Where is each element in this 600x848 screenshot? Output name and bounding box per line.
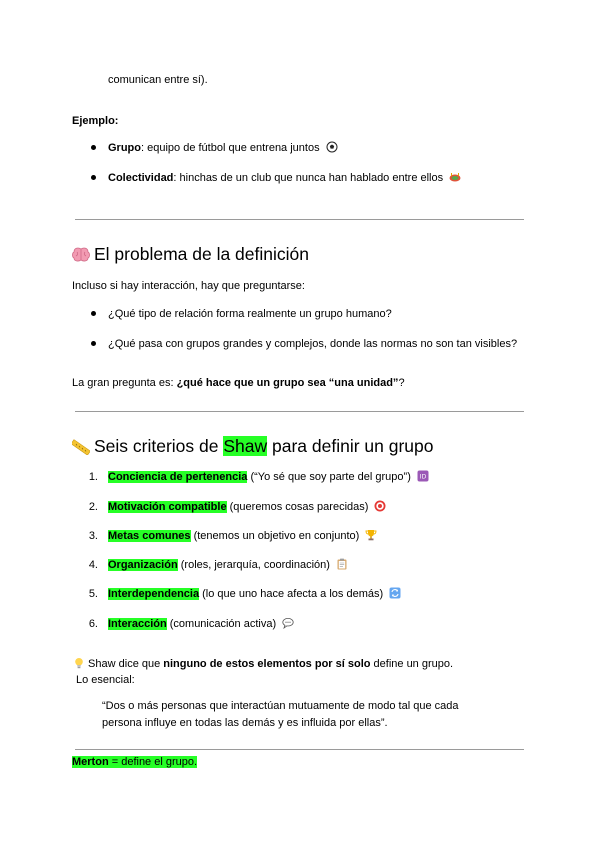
speech-bubble-icon — [282, 617, 294, 629]
list-number: 2. — [88, 501, 98, 513]
merton-text: = define el grupo. — [108, 756, 198, 768]
criterion-label: Organización — [108, 559, 178, 571]
example-term: Colectividad — [108, 172, 174, 184]
list-number: 1. — [88, 471, 98, 483]
stadium-icon — [449, 171, 461, 183]
example-text: : hinchas de un club que nunca han hablado entre ellos — [173, 172, 444, 184]
criterion-desc: (“Yo sé que soy parte del grupo”) — [247, 471, 411, 483]
bullet-marker — [91, 175, 96, 180]
example-item-colectividad — [108, 171, 461, 185]
id-icon — [417, 470, 429, 482]
criterion-label: Interacción — [108, 618, 167, 630]
divider — [75, 749, 524, 750]
example-text: : equipo de fútbol que entrena juntos — [141, 142, 320, 154]
list-number: 5. — [88, 588, 98, 600]
soccer-ball-icon — [326, 141, 338, 153]
example-term: Grupo — [108, 142, 141, 154]
example-item-grupo — [108, 141, 338, 155]
criterion-desc: (roles, jerarquía, coordinación) — [177, 559, 330, 571]
bullet-marker — [91, 311, 96, 316]
clipboard-icon — [336, 558, 348, 570]
target-icon — [374, 500, 386, 512]
bullet-marker — [91, 341, 96, 346]
shaw-highlight: Shaw — [223, 436, 268, 456]
definition-question: ¿Qué pasa con grupos grandes y complejos, donde las normas no son tan visibles? — [108, 338, 518, 350]
criterion-label: Motivación compatible — [108, 501, 227, 513]
straight-ruler-icon — [72, 439, 90, 455]
cycle-arrows-icon — [389, 587, 401, 599]
divider — [75, 411, 524, 412]
lightbulb-icon — [73, 657, 85, 669]
quote-line: “Dos o más personas que interactúan mutuamente de modo tal que cada — [102, 700, 459, 712]
list-number: 3. — [88, 530, 98, 542]
criterion-desc: (tenemos un objetivo en conjunto) — [190, 530, 360, 542]
criterion-desc: (comunicación activa) — [166, 618, 277, 630]
big-question: La gran pregunta es: ¿qué hace que un grupo sea “una unidad”? — [72, 377, 405, 389]
definition-question: ¿Qué tipo de relación forma realmente un grupo humano? — [108, 308, 392, 320]
example-heading: Ejemplo: — [72, 115, 119, 127]
criterion-desc: (queremos cosas parecidas) — [226, 501, 369, 513]
quote-line: persona influye en todas las demás y es influida por ellas”. — [102, 717, 388, 729]
list-number: 4. — [88, 559, 98, 571]
criterion-label: Conciencia de pertenencia — [108, 471, 248, 483]
definition-intro: Incluso si hay interacción, hay que preguntarse: — [72, 280, 305, 292]
shaw-note: Shaw dice que ninguno de estos elementos por sí solo define un grupo. — [73, 657, 453, 671]
section-title-shaw: Seis criterios de Shaw para definir un grupo — [72, 435, 434, 457]
intro-continuation: comunican entre sí). — [108, 74, 208, 86]
bullet-marker — [91, 145, 96, 150]
criterion-desc: (lo que uno hace afecta a los demás) — [199, 588, 384, 600]
svg-text:ID: ID — [419, 473, 427, 481]
criterion-label: Interdependencia — [108, 588, 200, 600]
criterion-label: Metas comunes — [108, 530, 191, 542]
divider — [75, 219, 524, 220]
merton-line — [72, 755, 197, 769]
merton-name: Merton — [72, 756, 109, 768]
trophy-icon — [365, 529, 377, 541]
essential-label: Lo esencial: — [76, 674, 135, 686]
brain-icon — [72, 247, 90, 263]
list-number: 6. — [88, 618, 98, 630]
section-title-definition: El problema de la definición — [72, 243, 309, 265]
